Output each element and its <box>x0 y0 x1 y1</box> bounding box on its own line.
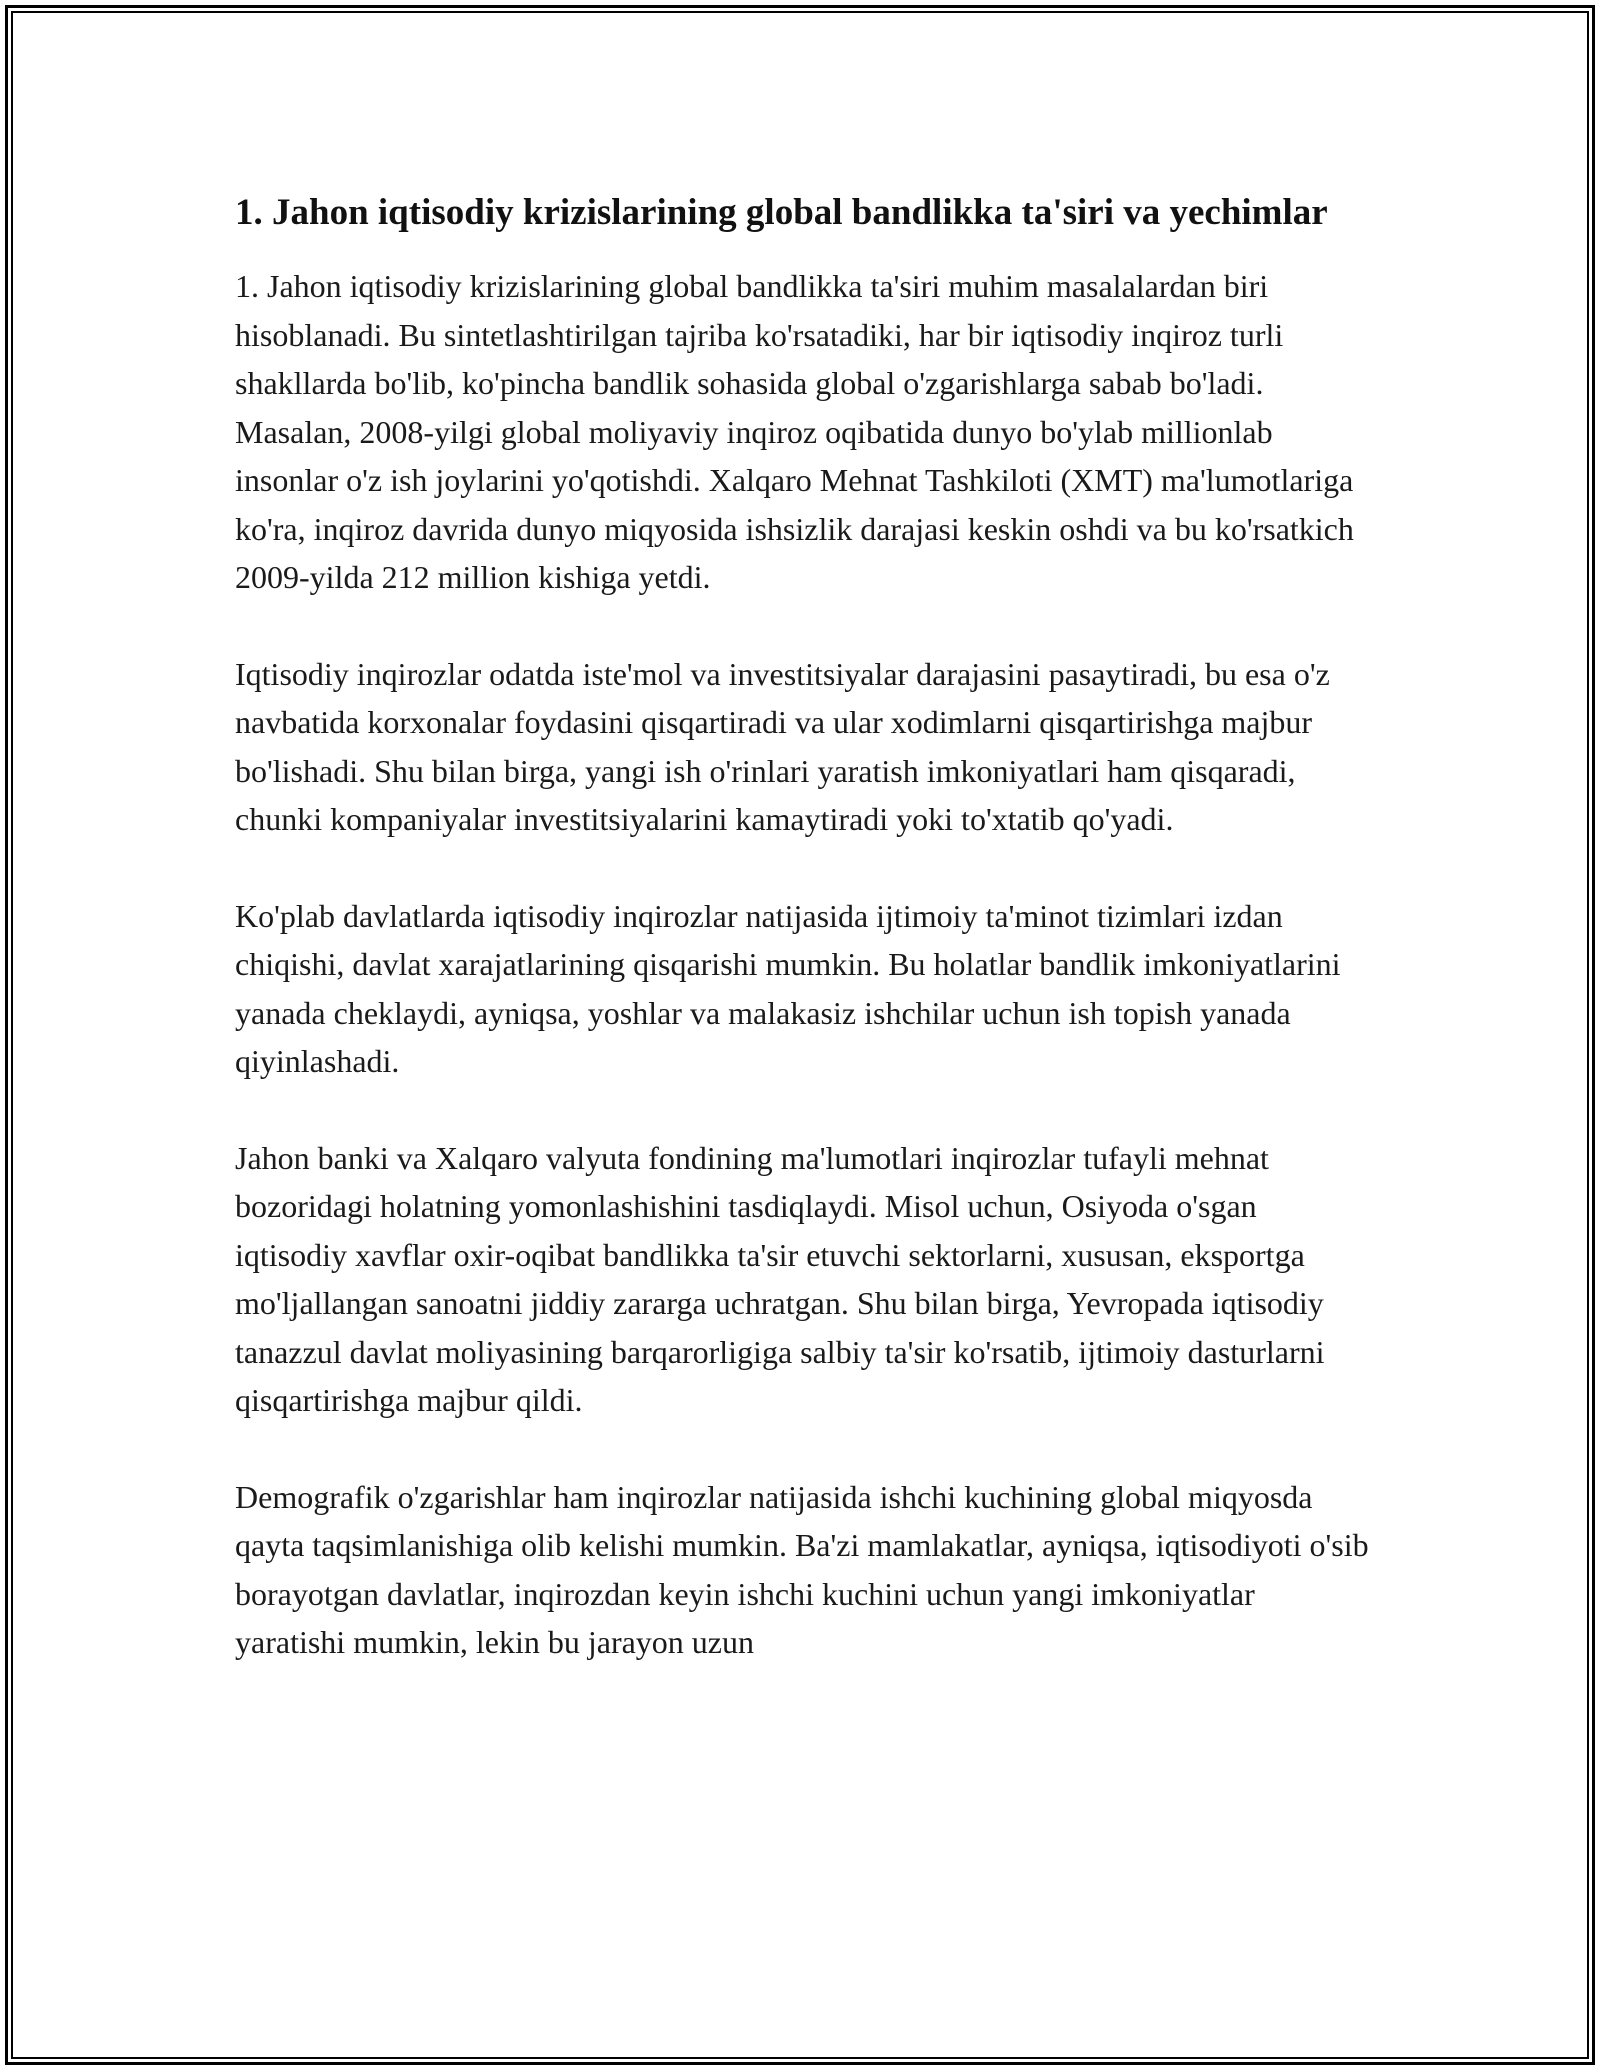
paragraph-1: 1. Jahon iqtisodiy krizislarining global bandlikka ta'siri muhim masalalardan biri hisoblanadi. Bu sintetlashtirilgan tajriba ko'rsatadiki, har bir iqtisodiy inqiroz turli shakllarda bo'lib, ko'pincha bandlik sohasida global o'zgarishlarga sabab bo'ladi. Masalan, 2008-yilgi global moliyaviy inqiroz oqibatida dunyo bo'ylab millionlab insonlar o'z ish joylarini yo'qotishdi. Xalqaro Mehnat Tashkiloti (XMT) ma'lumotlariga ko'ra, inqiroz davrida dunyo miqyosida ishsizlik darajasi keskin oshdi va bu ko'rsatkich 2009-yilda 212 million kishiga yetdi. <box>235 268 1354 595</box>
document-body <box>235 186 1370 1715</box>
page-title: 1. Jahon iqtisodiy krizislarining global bandlikka ta'siri va yechimlar <box>235 192 1328 233</box>
paragraph-4: Jahon banki va Xalqaro valyuta fondining ma'lumotlari inqirozlar tufayli mehnat bozoridagi holatning yomonlashishini tasdiqlaydi. Misol uchun, Osiyoda o'sgan iqtisodiy xavflar oxir-oqibat bandlikka ta'sir etuvchi sektorlarni, xususan, eksportga mo'ljallangan sanoatni jiddiy zararga uchratgan. Shu bilan birga, Yevropada iqtisodiy tanazzul davlat moliyasining barqarorligiga salbiy ta'sir ko'rsatib, ijtimoiy dasturlarni qisqartirishga majbur qildi. <box>235 1139 1325 1418</box>
paragraph-2: Iqtisodiy inqirozlar odatda iste'mol va investitsiyalar darajasini pasaytiradi, bu esa o'z navbatida korxonalar foydasini qisqartiradi va ular xodimlarni qisqartirishga majbur bo'lishadi. Shu bilan birga, yangi ish o'rinlari yaratish imkoniyatlari ham qisqaradi, chunki kompaniyalar investitsiyalarini kamaytiradi yoki to'xtatib qo'yadi. <box>235 655 1330 837</box>
paragraph-3: Ko'plab davlatlarda iqtisodiy inqirozlar natijasida ijtimoiy ta'minot tizimlari izdan chiqishi, davlat xarajatlarining qisqarishi mumkin. Bu holatlar bandlik imkoniyatlarini yanada cheklaydi, ayniqsa, yoshlar va malakasiz ishchilar uchun ish topish yanada qiyinlashadi. <box>235 897 1341 1079</box>
paragraph-5: Demografik o'zgarishlar ham inqirozlar natijasida ishchi kuchining global miqyosda qayta taqsimlanishiga olib kelishi mumkin. Ba'zi mamlakatlar, ayniqsa, iqtisodiyoti o'sib borayotgan davlatlar, inqirozdan keyin ishchi kuchini uchun yangi imkoniyatlar yaratishi mumkin, lekin bu jarayon uzun <box>235 1478 1369 1660</box>
